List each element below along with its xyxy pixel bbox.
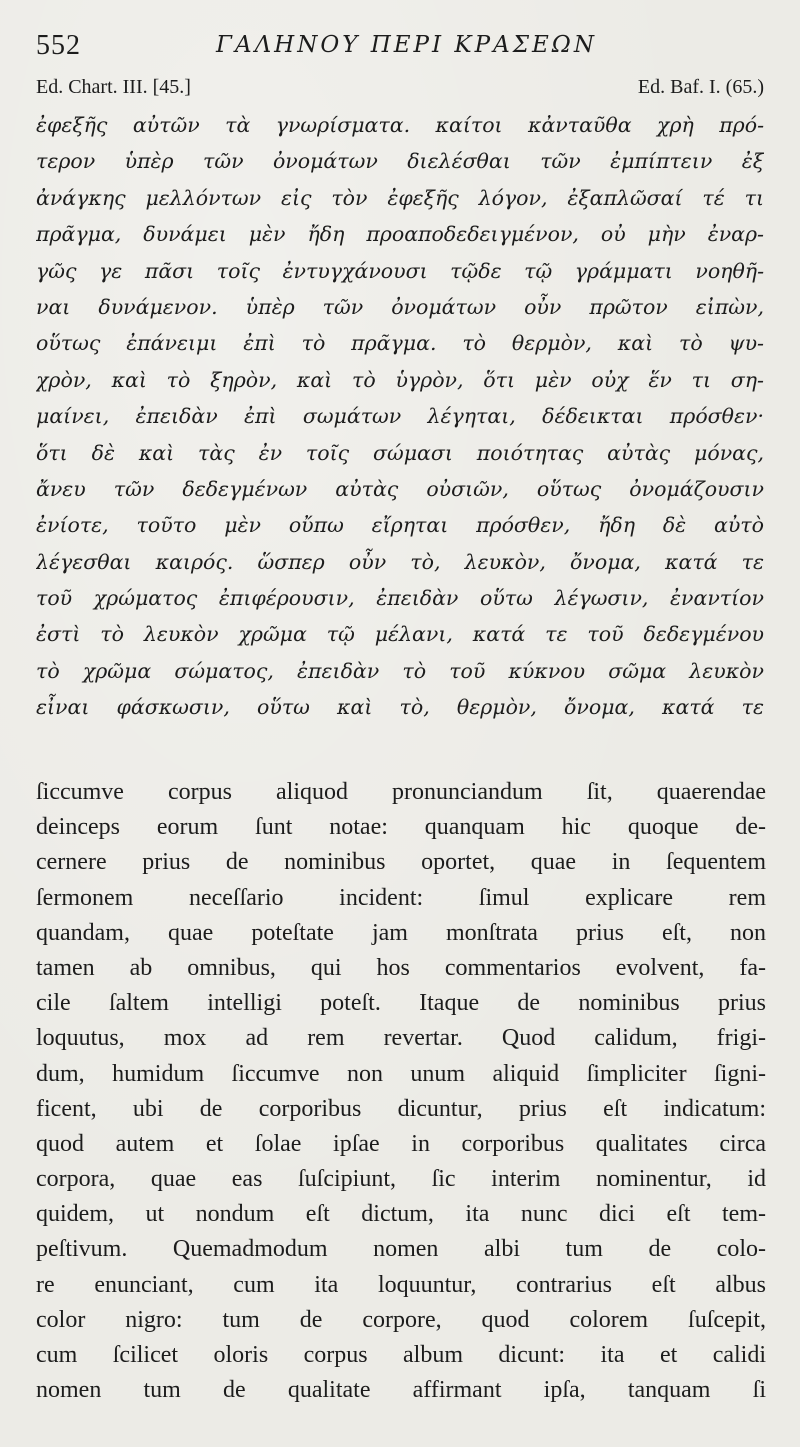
latin-line: loquutus, mox ad rem revertar. Quod calidum, frigi- (36, 1025, 766, 1052)
latin-line: corpora, quae eas ſuſcipiunt, ſic interim nominentur, id (36, 1166, 766, 1193)
greek-line: ὅτι δὲ καὶ τὰς ἐν τοῖς σώμασι ποιότητας αὐτὰς μόνας, (36, 440, 764, 465)
latin-line: re enunciant, cum ita loquuntur, contrarius eſt albus (36, 1271, 766, 1298)
greek-line: ναι δυνάμενον. ὑπὲρ τῶν ὀνομάτων οὖν πρῶτον εἰπὼν, (36, 294, 764, 319)
latin-line: ſiccumve corpus aliquod pronunciandum ſit, quaerendae (36, 779, 766, 805)
latin-line: quod autem et ſolae ipſae in corporibus qualitates circa (36, 1130, 766, 1157)
latin-line: nomen tum de qualitate affirmant ipſa, tanquam ſi (36, 1377, 766, 1404)
latin-line: dum, humidum ſiccumve non unum aliquid ſimpliciter ſigni- (36, 1060, 766, 1087)
greek-text-block (36, 107, 764, 726)
running-title: ΓΑΛΗΝΟΥ ΠΕΡΙ ΚΡΑΣΕΩΝ (216, 32, 597, 58)
edition-reference-chartier: Ed. Chart. III. [45.] (36, 76, 191, 98)
greek-line: τερον ὑπὲρ τῶν ὀνομάτων διελέσθαι τῶν ἐμπίπτειν ἐξ (36, 149, 764, 174)
page-number: 552 (36, 30, 81, 61)
greek-line: τὸ χρῶμα σώματος, ἐπειδὰν τὸ τοῦ κύκνου σῶμα λευκὸν (36, 658, 764, 683)
latin-line: peſtivum. Quemadmodum nomen albi tum de colo- (36, 1236, 766, 1263)
greek-line: χρὸν, καὶ τὸ ξηρὸν, καὶ τὸ ὑγρὸν, ὅτι μὲν οὐχ ἕν τι ση- (36, 367, 764, 392)
greek-line: λέγεσθαι καιρός. ὥσπερ οὖν τὸ, λευκὸν, ὄνομα, κατά τε (36, 549, 764, 574)
latin-line: cile ſaltem intelligi poteſt. Itaque de nominibus prius (36, 990, 766, 1017)
latin-line: color nigro: tum de corpore, quod colorem ſuſcepit, (36, 1306, 766, 1333)
latin-line: tamen ab omnibus, qui hos commentarios evolvent, fa- (36, 954, 766, 981)
greek-line: ἐστὶ τὸ λευκὸν χρῶμα τῷ μέλανι, κατά τε τοῦ δεδεγμένου (36, 622, 764, 647)
greek-line: ἄνευ τῶν δεδεγμένων αὐτὰς οὐσιῶν, οὕτως ὀνομάζουσιν (36, 476, 764, 501)
latin-line: cum ſcilicet oloris corpus album dicunt: ita et calidi (36, 1342, 766, 1368)
edition-reference-basel: Ed. Baf. I. (65.) (637, 76, 764, 98)
greek-line: ἀνάγκης μελλόντων εἰς τὸν ἐφεξῆς λόγον, ἐξαπλῶσαί τέ τι (36, 185, 764, 210)
greek-line: οὕτως ἐπάνειμι ἐπὶ τὸ πρᾶγμα. τὸ θερμὸν, καὶ τὸ ψυ- (36, 331, 764, 356)
page-header (36, 28, 766, 68)
latin-line: cernere prius de nominibus oportet, quae in ſequentem (36, 849, 766, 876)
latin-line: quidem, ut nondum eſt dictum, ita nunc dici eſt tem- (36, 1201, 766, 1228)
greek-line: μαίνει, ἐπειδὰν ἐπὶ σωμάτων λέγηται, δέδεικται πρόσθεν· (36, 404, 764, 429)
latin-line: ſermonem neceſſario incident: ſimul explicare rem (36, 884, 766, 911)
greek-line: ἐφεξῆς αὐτῶν τὰ γνωρίσματα. καίτοι κἀνταῦθα χρὴ πρό- (36, 113, 764, 137)
edition-references (36, 76, 764, 104)
latin-text-block (36, 775, 766, 1408)
greek-line: γῶς γε πᾶσι τοῖς ἐντυγχάνουσι τῷδε τῷ γράμματι νοηθῆ- (36, 258, 764, 283)
latin-line: quandam, quae poteſtate jam monſtrata prius eſt, non (36, 919, 766, 946)
latin-line: ficent, ubi de corporibus dicuntur, prius eſt indicatum: (36, 1095, 766, 1122)
greek-line: τοῦ χρώματος ἐπιφέρουσιν, ἐπειδὰν οὕτω λέγωσιν, ἐναντίον (36, 586, 764, 611)
greek-line: εἶναι φάσκωσιν, οὕτω καὶ τὸ, θερμὸν, ὄνομα, κατά τε (36, 695, 764, 720)
latin-line: deinceps eorum ſunt notae: quanquam hic quoque de- (36, 814, 766, 841)
greek-line: ἐνίοτε, τοῦτο μὲν οὔπω εἴρηται πρόσθεν, ἤδη δὲ αὐτὸ (36, 513, 764, 538)
greek-line: πρᾶγμα, δυνάμει μὲν ἤδη προαποδεδειγμένον, οὐ μὴν ἐναρ- (36, 222, 764, 247)
